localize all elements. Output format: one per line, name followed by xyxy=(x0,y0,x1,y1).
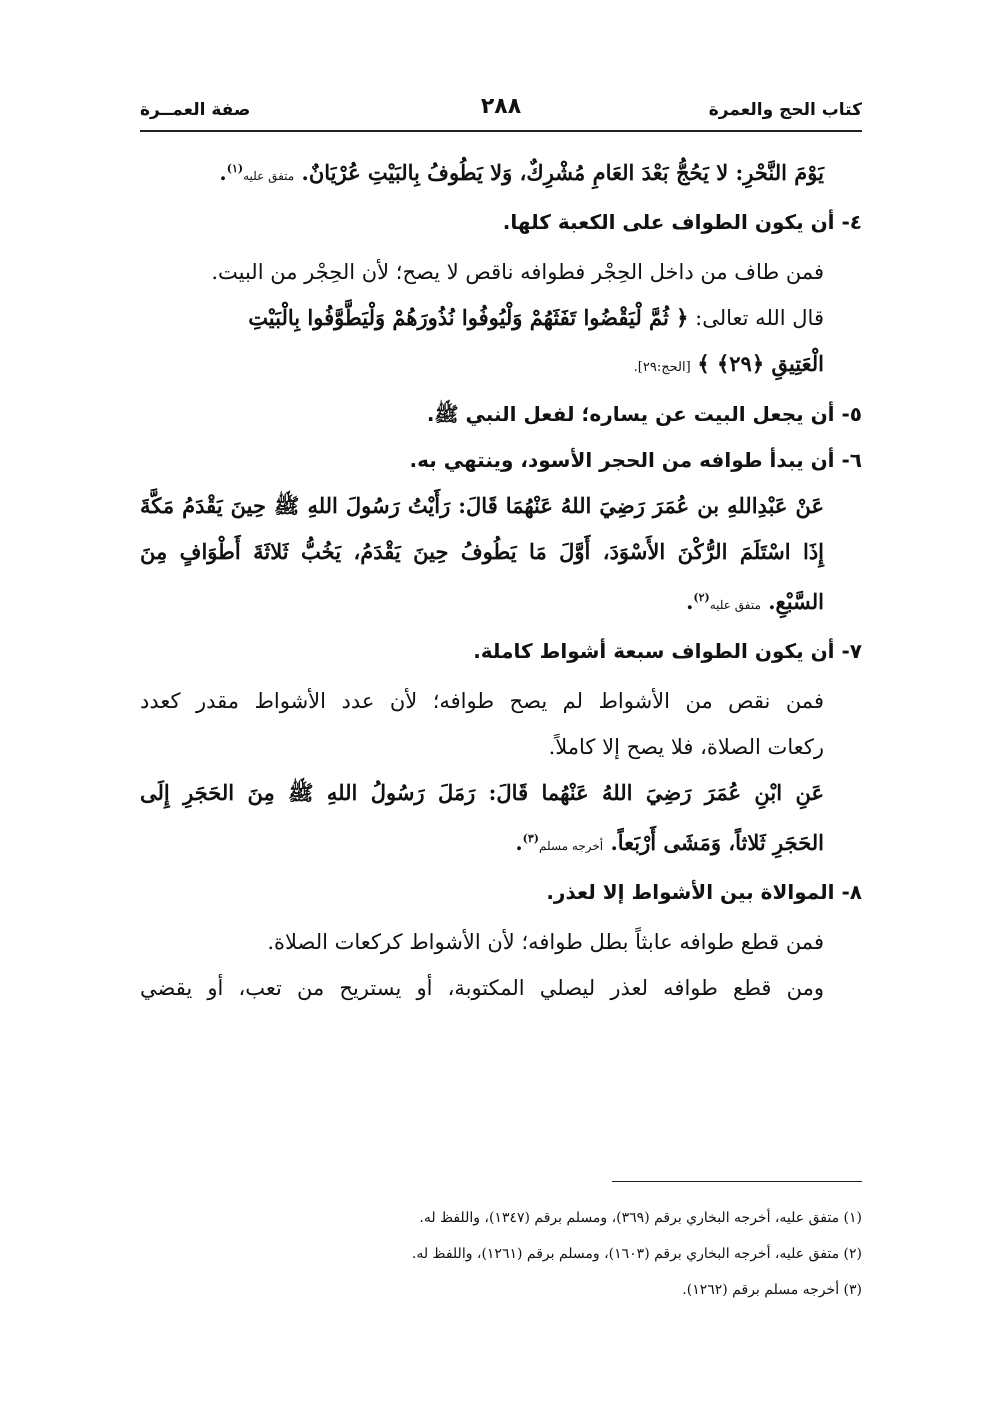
condition-heading-5: ٥- أن يجعل البيت عن يساره؛ لفعل النبي ﷺ. xyxy=(426,402,862,426)
condition-heading-6: ٦- أن يبدأ طوافه من الحجر الأسود، وينتهي به. xyxy=(409,448,862,472)
hadith-line xyxy=(140,146,862,199)
footnote-marker: (٢) xyxy=(693,591,710,604)
quran-line xyxy=(140,341,862,391)
book-title: كتاب الحج والعمرة xyxy=(708,100,862,120)
hadith-line: عَنِ ابْنِ عُمَرَ رَضِيَ اللهُ عَنْهُما قَالَ: رَمَلَ رَسُولُ اللهِ ﷺ مِنَ الحَجَرِ إِلَى xyxy=(140,780,824,805)
page-body xyxy=(140,146,862,1011)
page-number: ٢٨٨ xyxy=(480,94,522,119)
footnote-divider xyxy=(612,1181,862,1182)
paragraph-line: ومن قطع طوافه لعذر ليصلي المكتوبة، أو يستريح من تعب، أو يقضي xyxy=(140,976,824,1000)
hadith-text: السَّبْعِ. xyxy=(768,589,824,614)
hadith-line xyxy=(140,575,862,628)
hadith-source: متفق عليه xyxy=(243,169,295,183)
verse-reference: [الحج:٢٩]. xyxy=(633,360,691,375)
quran-verse: ﴿ ثُمَّ لْيَقْضُوا تَفَثَهُمْ وَلْيُوفُوا نُذُورَهُمْ وَلْيَطَّوَّفُوا بِالْبَيْتِ xyxy=(248,305,689,330)
condition-heading-7: ٧- أن يكون الطواف سبعة أشواط كاملة. xyxy=(473,639,862,663)
hadith-source: أخرجه مسلم xyxy=(538,839,604,853)
paragraph-line: فمن طاف من داخل الحِجْر فطوافه ناقص لا يصح؛ لأن الحِجْر من البيت. xyxy=(211,260,824,284)
line-end: . xyxy=(219,160,227,185)
quran-intro: قال الله تعالى: xyxy=(695,306,824,330)
running-header xyxy=(140,96,862,132)
footnote-2: (٢) متفق عليه، أخرجه البخاري برقم (١٦٠٣)، ومسلم برقم (١٢٦١)، واللفظ له. xyxy=(411,1246,862,1262)
hadith-line: إِذَا اسْتَلَمَ الرُّكْنَ الأَسْوَدَ، أَوَّلَ مَا يَطُوفُ حِينَ يَقْدَمُ، يَخُبُّ ثَلاثَةَ أَطْوَافٍ مِنَ xyxy=(140,539,824,564)
line-end: . xyxy=(515,830,523,855)
paragraph-line: فمن قطع طوافه عابثاً بطل طوافه؛ لأن الأشواط كركعات الصلاة. xyxy=(267,930,824,954)
condition-heading-4: ٤- أن يكون الطواف على الكعبة كلها. xyxy=(502,210,862,234)
footnote-marker: (٣) xyxy=(522,832,539,845)
paragraph-line: فمن نقص من الأشواط لم يصح طوافه؛ لأن عدد الأشواط مقدر كعدد xyxy=(140,689,824,713)
book-page xyxy=(140,0,862,1417)
footnote-3: (٣) أخرجه مسلم برقم (١٢٦٢). xyxy=(682,1282,862,1298)
line-end: . xyxy=(686,589,694,614)
hadith-text: يَوْمَ النَّحْرِ: لا يَحُجُّ بَعْدَ العَامِ مُشْرِكٌ، وَلا يَطُوفُ بِالبَيْتِ عُرْيَانٌ. xyxy=(301,160,824,185)
hadith-line: عَنْ عَبْدِاللهِ بن عُمَرَ رَضِيَ اللهُ عَنْهُمَا قَالَ: رَأَيْتُ رَسُولَ اللهِ ﷺ حِينَ يَقْدَمُ مَكَّةَ xyxy=(140,493,824,518)
hadith-line xyxy=(140,816,862,869)
footnotes xyxy=(140,1200,862,1308)
footnote-marker: (١) xyxy=(226,162,244,175)
chapter-title: صفة العمــرة xyxy=(140,100,251,120)
footnote-1: (١) متفق عليه، أخرجه البخاري برقم (٣٦٩)، ومسلم برقم (١٣٤٧)، واللفظ له. xyxy=(419,1210,862,1226)
hadith-source: متفق عليه xyxy=(709,598,761,612)
quran-line xyxy=(140,295,862,341)
paragraph-line: ركعات الصلاة، فلا يصح إلا كاملاً. xyxy=(548,735,824,759)
condition-heading-8: ٨- الموالاة بين الأشواط إلا لعذر. xyxy=(546,880,862,904)
hadith-text: الحَجَرِ ثَلاثاً، وَمَشَى أَرْبَعاً. xyxy=(610,830,824,855)
quran-verse-end: الْعَتِيقِ ﴿٢٩﴾ ﴾ xyxy=(697,351,824,376)
